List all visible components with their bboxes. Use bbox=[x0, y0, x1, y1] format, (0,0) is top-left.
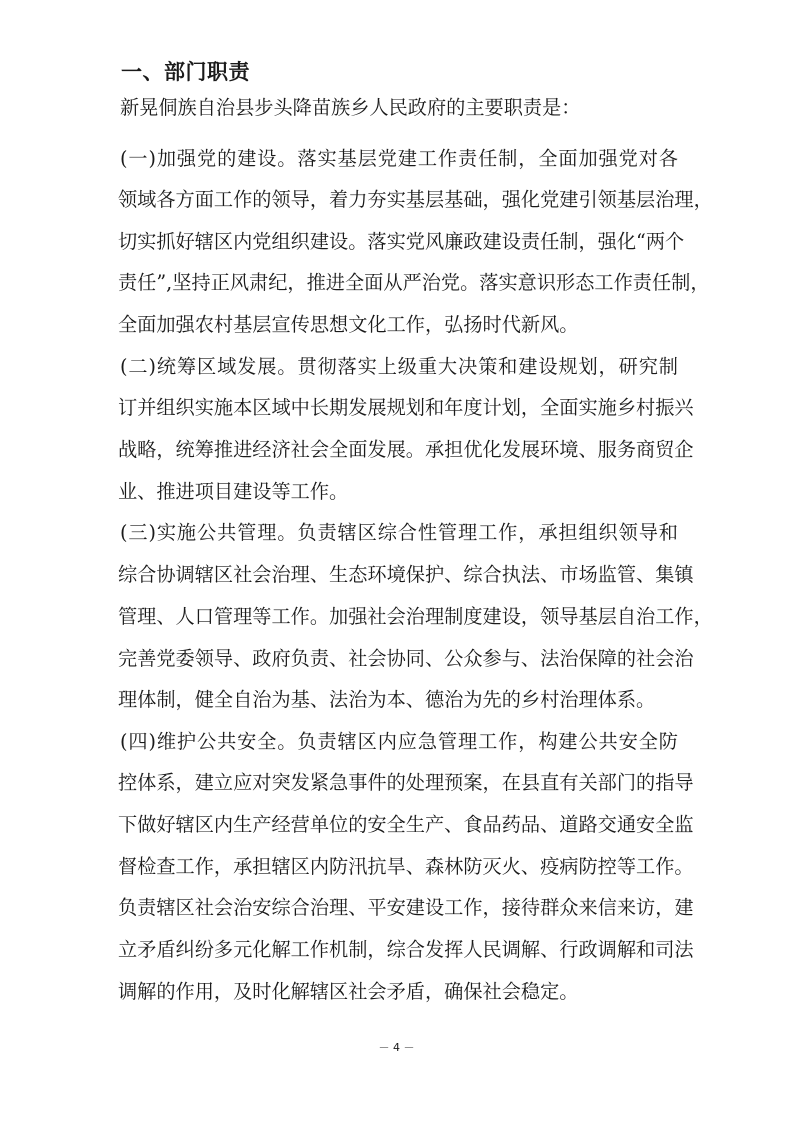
page-number: － 4 － bbox=[378, 1041, 415, 1054]
paragraph-line: (一)加强党的建设。落实基层党建工作责任制，全面加强党对各 bbox=[120, 147, 678, 170]
paragraph-line: 理体制，健全自治为基、法治为本、德治为先的乡村治理体系。 bbox=[118, 688, 656, 711]
paragraph-line: (三)实施公共管理。负责辖区综合性管理工作，承担组织领导和 bbox=[120, 521, 678, 544]
paragraph-line: 订并组织实施本区域中长期发展规划和年度计划，全面实施乡村振兴 bbox=[118, 396, 694, 419]
paragraph-line: 管理、人口管理等工作。加强社会治理制度建设，领导基层自治工作， bbox=[118, 605, 713, 628]
paragraph-line: 立矛盾纠纷多元化解工作机制，综合发挥人民调解、行政调解和司法 bbox=[118, 938, 694, 961]
paragraph-line: 切实抓好辖区内党组织建设。落实党风廉政建设责任制，强化“两个 bbox=[118, 230, 685, 253]
paragraph-line: 全面加强农村基层宣传思想文化工作，弘扬时代新风。 bbox=[118, 313, 579, 336]
paragraph-line: 责任”,坚持正风肃纪，推进全面从严治党。落实意识形态工作责任制， bbox=[118, 271, 710, 294]
paragraph-line: 新晃侗族自治县步头降苗族乡人民政府的主要职责是： bbox=[120, 96, 581, 119]
paragraph-line: 领域各方面工作的领导，着力夯实基层基础，强化党建引领基层治理， bbox=[118, 188, 713, 211]
section-heading: 一、部门职责 bbox=[121, 60, 250, 84]
paragraph-line: 督检查工作，承担辖区内防汛抗旱、森林防灭火、疫病防控等工作。 bbox=[118, 855, 694, 878]
paragraph-line: (四)维护公共安全。负责辖区内应急管理工作，构建公共安全防 bbox=[120, 730, 678, 753]
paragraph-line: 调解的作用，及时化解辖区社会矛盾，确保社会稳定。 bbox=[118, 980, 579, 1003]
paragraph-line: (二)统筹区域发展。贯彻落实上级重大决策和建设规划，研究制 bbox=[120, 355, 678, 378]
paragraph-line: 战略，统筹推进经济社会全面发展。承担优化发展环境、服务商贸企 bbox=[118, 438, 694, 461]
paragraph-line: 控体系，建立应对突发紧急事件的处理预案，在县直有关部门的指导 bbox=[118, 771, 694, 794]
paragraph-line: 负责辖区社会治安综合治理、平安建设工作，接待群众来信来访，建 bbox=[118, 896, 694, 919]
paragraph-line: 下做好辖区内生产经营单位的安全生产、食品药品、道路交通安全监 bbox=[118, 813, 694, 836]
paragraph-line: 业、推进项目建设等工作。 bbox=[118, 480, 349, 503]
paragraph-line: 综合协调辖区社会治理、生态环境保护、综合执法、市场监管、集镇 bbox=[118, 563, 694, 586]
paragraph-line: 完善党委领导、政府负责、社会协同、公众参与、法治保障的社会治 bbox=[118, 647, 694, 670]
